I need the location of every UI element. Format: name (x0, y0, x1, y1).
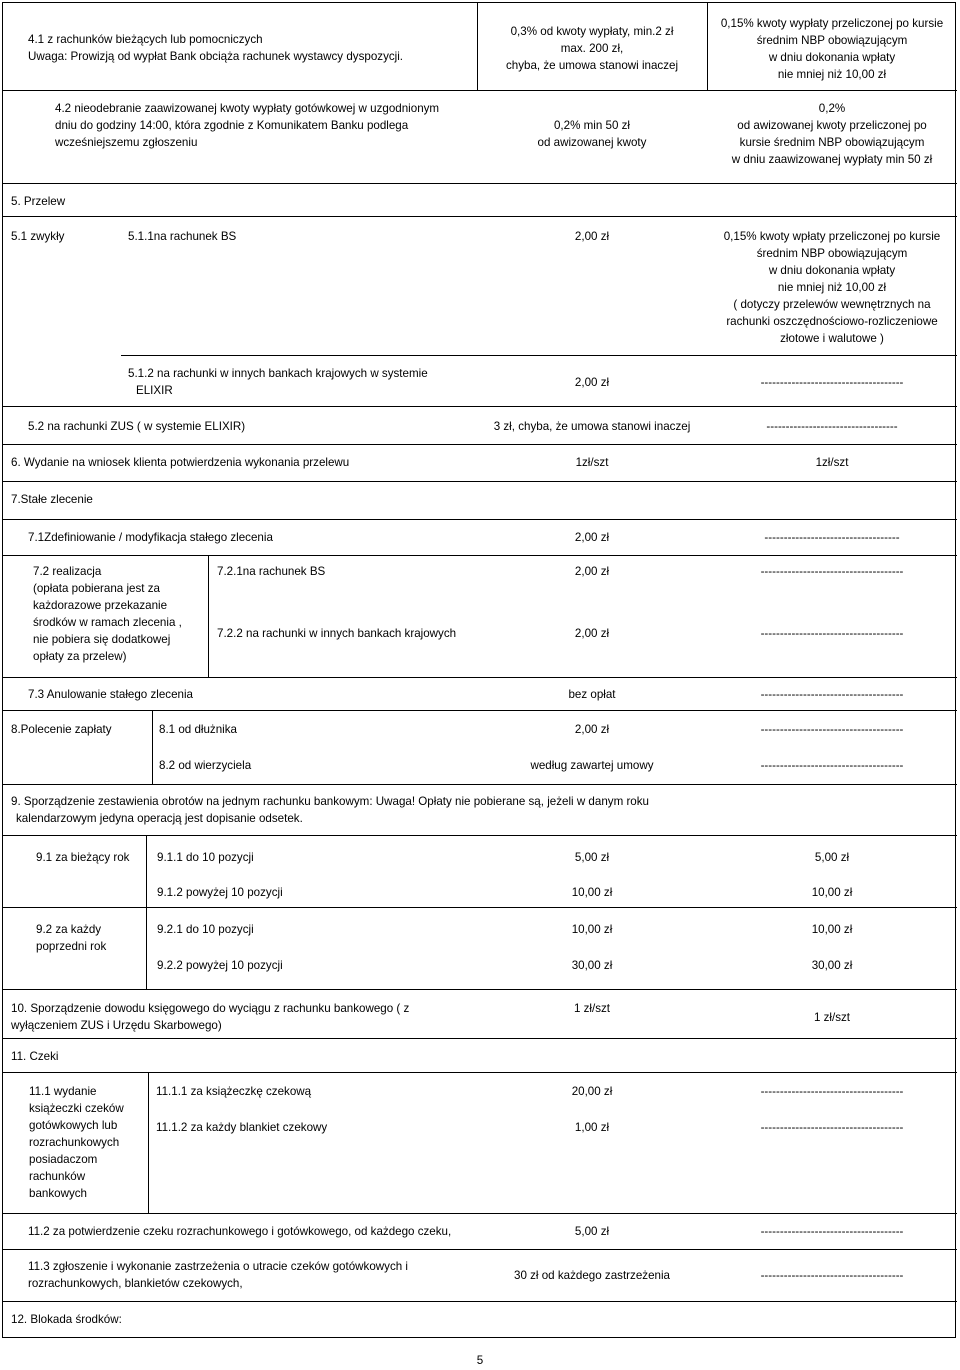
row-7-2-1-label: 7.2.1na rachunek BS (217, 565, 326, 578)
row-4-1-note: Uwaga: Prowizją od wypłat Bank obciąża rachunek wystawcy dyspozycji. (28, 50, 404, 63)
row-7-2-2-right: ------------------------------------- (760, 627, 904, 640)
row-4-2-right-1: 0,2% (818, 102, 846, 115)
row-5-1-1-mid: 2,00 zł (574, 230, 610, 243)
row-9-1-2-mid: 10,00 zł (571, 886, 613, 899)
row-7-2-2-label: 7.2.2 na rachunki w innych bankach krajowych (217, 627, 457, 640)
row-10-label-2: wyłączeniem ZUS i Urzędu Skarbowego) (11, 1019, 222, 1032)
row-11-2-label: 11.2 za potwierdzenie czeku rozrachunkowego i gotówkowego, od każdego czeku, (28, 1225, 452, 1238)
row-7-1-mid: 2,00 zł (574, 531, 610, 544)
section-11-header (3, 1038, 957, 1072)
row-11-2 (3, 1213, 957, 1249)
fee-table (2, 2, 956, 1338)
row-4-1-mid-2: max. 200 zł, (560, 42, 624, 55)
row-11-1-2-right: ------------------------------------- (760, 1121, 904, 1134)
row-4-2-mid-2: od awizowanej kwoty (537, 136, 647, 149)
row-5-1-1-right-6: rachunki oszczędnościowo-rozliczeniowe (726, 315, 938, 328)
section-5-header (3, 183, 957, 216)
row-5-2-mid: 3 zł, chyba, że umowa stanowi inaczej (493, 420, 691, 433)
row-4-2-left-1: 4.2 nieodebranie zaawizowanej kwoty wypłaty gotówkowej w uzgodnionym (55, 102, 440, 115)
row-7-3-label: 7.3 Anulowanie stałego zlecenia (28, 688, 194, 701)
row-11-1-1-right: ------------------------------------- (760, 1085, 904, 1098)
row-7-1 (3, 519, 957, 555)
row-9-2-2-label: 9.2.2 powyżej 10 pozycji (157, 959, 283, 972)
row-9-2-2-right: 30,00 zł (811, 959, 853, 972)
row-7-2-left-1: 7.2 realizacja (33, 565, 102, 578)
row-9-2-label-2: poprzedni rok (36, 940, 107, 953)
row-11-1-2-label: 11.1.2 za każdy blankiet czekowy (156, 1121, 328, 1134)
row-5-1-1-right-3: w dniu dokonania wpłaty (768, 264, 896, 277)
section-12-title: 12. Blokada środków: (11, 1313, 122, 1326)
row-5-1-1-label: 5.1.1na rachunek BS (128, 230, 237, 243)
row-4-1-right-1: 0,15% kwoty wypłaty przeliczonej po kursie (720, 17, 944, 30)
row-11-1-1-mid: 20,00 zł (571, 1085, 613, 1098)
row-6-mid: 1zł/szt (575, 456, 609, 469)
row-4-1-right-3: w dniu dokonania wpłaty (768, 51, 896, 64)
row-8-label: 8.Polecenie zapłaty (11, 723, 112, 736)
row-5-1-1-right-1: 0,15% kwoty wpłaty przeliczonej po kursie (723, 230, 941, 243)
row-5-1-1-right-2: średnim NBP obowiązującym (756, 247, 908, 260)
row-8-1-mid: 2,00 zł (574, 723, 610, 736)
row-8-2-mid: według zawartej umowy (530, 759, 654, 772)
row-11-1-1-label: 11.1.1 za książeczkę czekową (156, 1085, 312, 1098)
row-6-right: 1zł/szt (815, 456, 849, 469)
row-11-2-mid: 5,00 zł (574, 1225, 610, 1238)
row-11-1 (3, 1072, 957, 1213)
section-7-title: 7.Stałe zlecenie (11, 493, 93, 506)
row-9-1-label: 9.1 za bieżący rok (36, 851, 130, 864)
row-7-2-left-4: środków w ramach zlecenia , (33, 616, 182, 629)
row-7-2-2-mid: 2,00 zł (574, 627, 610, 640)
row-8-1-right: ------------------------------------- (760, 723, 904, 736)
row-4-1-mid-3: chyba, że umowa stanowi inaczej (505, 59, 679, 72)
row-7-2-1-mid: 2,00 zł (574, 565, 610, 578)
section-12-header (3, 1301, 957, 1337)
row-7-2-left-5: nie pobiera się dodatkowej (33, 633, 171, 646)
section-5-title: 5. Przelew (11, 195, 66, 208)
row-4-1 (3, 3, 957, 90)
row-11-1-left-6: rachunków (29, 1170, 86, 1183)
row-7-1-right: ----------------------------------- (764, 531, 900, 544)
row-9-1-2-right: 10,00 zł (811, 886, 853, 899)
row-9-2-label-1: 9.2 za każdy (36, 923, 102, 936)
row-6-label: 6. Wydanie na wniosek klienta potwierdzenia wykonania przelewu (11, 456, 350, 469)
row-9-1-1-label: 9.1.1 do 10 pozycji (157, 851, 254, 864)
row-4-2-left-3: wcześniejszemu zgłoszeniu (55, 136, 198, 149)
row-11-1-left-2: książeczki czeków (29, 1102, 124, 1115)
row-7-2-1-right: ------------------------------------- (760, 565, 904, 578)
row-5-1-1-right-4: nie mniej niż 10,00 zł (777, 281, 887, 294)
row-11-3-mid: 30 zł od każdego zastrzeżenia (514, 1269, 670, 1282)
row-11-1-2-mid: 1,00 zł (574, 1121, 610, 1134)
row-4-2-right-2: od awizowanej kwoty przeliczonej po (737, 119, 927, 132)
row-11-3-label-1: 11.3 zgłoszenie i wykonanie zastrzeżenia o utracie czeków gotówkowych i (28, 1260, 408, 1273)
row-9-1-1-mid: 5,00 zł (574, 851, 610, 864)
row-11-1-left-5: posiadaczom (29, 1153, 98, 1166)
row-7-3-right: ------------------------------------- (760, 688, 904, 701)
row-7-2 (3, 555, 957, 677)
row-9-2-1-mid: 10,00 zł (571, 923, 613, 936)
section-7-header (3, 481, 957, 519)
row-4-1-right-4: nie mniej niż 10,00 zł (777, 68, 887, 81)
row-4-1-title: 4.1 z rachunków bieżących lub pomocniczych (28, 33, 263, 46)
row-10-mid: 1 zł/szt (573, 1002, 611, 1015)
row-9-2 (3, 907, 957, 989)
row-8-2-label: 8.2 od wierzyciela (159, 759, 252, 772)
row-4-1-mid-1: 0,3% od kwoty wypłaty, min.2 zł (510, 25, 674, 38)
row-8-2-right: ------------------------------------- (760, 759, 904, 772)
row-4-1-right-2: średnim NBP obowiązującym (756, 34, 908, 47)
row-8 (3, 710, 957, 784)
row-9-1-1-right: 5,00 zł (814, 851, 850, 864)
row-7-3-mid: bez opłat (568, 688, 616, 701)
row-10 (3, 989, 957, 1038)
row-9-2-1-right: 10,00 zł (811, 923, 853, 936)
section-9-title-2: kalendarzowym jedyna operacją jest dopisanie odsetek. (16, 812, 303, 825)
row-7-3 (3, 677, 957, 710)
row-7-2-left-3: każdorazowe przekazanie (33, 599, 168, 612)
row-7-2-left-2: (opłata pobierana jest za (33, 582, 160, 595)
row-8-1-label: 8.1 od dłużnika (159, 723, 237, 736)
row-7-2-left-6: opłaty za przelew) (33, 650, 127, 663)
row-5-1-2-mid: 2,00 zł (574, 376, 610, 389)
row-11-1-left-3: gotówkowych lub (29, 1119, 118, 1132)
row-5-1-1-right-5: ( dotyczy przelewów wewnętrznych na (733, 298, 931, 311)
row-5-1-1-right-7: złotowe i walutowe ) (780, 332, 884, 345)
row-5-1-label: 5.1 zwykły (11, 230, 65, 243)
row-5-2-right: ---------------------------------- (766, 420, 898, 433)
row-5-1-2-right: ------------------------------------- (760, 376, 904, 389)
row-6 (3, 444, 957, 481)
row-5-2-label: 5.2 na rachunki ZUS ( w systemie ELIXIR) (28, 420, 246, 433)
row-9-1 (3, 835, 957, 907)
row-4-2-mid-1: 0,2% min 50 zł (553, 119, 631, 132)
row-9-1-2-label: 9.1.2 powyżej 10 pozycji (157, 886, 283, 899)
row-11-2-right: ------------------------------------- (760, 1225, 904, 1238)
row-4-2-left-2: dniu do godziny 14:00, która zgodnie z Komunikatem Banku podlega (55, 119, 409, 132)
section-9-header (3, 784, 957, 835)
row-5-2 (3, 406, 957, 444)
section-11-title: 11. Czeki (11, 1050, 59, 1063)
row-10-label-1: 10. Sporządzenie dowodu księgowego do wyciągu z rachunku bankowego ( z (11, 1002, 410, 1015)
row-5-1-2-label-1: 5.1.2 na rachunki w innych bankach krajowych w systemie (128, 367, 428, 380)
row-7-1-label: 7.1Zdefiniowanie / modyfikacja stałego zlecenia (28, 531, 273, 544)
row-9-2-1-label: 9.2.1 do 10 pozycji (157, 923, 254, 936)
row-5-1-2-label-2: ELIXIR (136, 384, 173, 397)
row-4-2-right-3: kursie średnim NBP obowiązującym (739, 136, 925, 149)
row-11-3-right: ------------------------------------- (760, 1269, 904, 1282)
row-11-3-label-2: rozrachunkowych, blankietów czekowych, (28, 1277, 243, 1290)
row-5-1 (3, 216, 957, 406)
row-11-1-left-7: bankowych (29, 1187, 88, 1200)
row-4-2 (3, 90, 957, 183)
row-11-1-left-4: rozrachunkowych (29, 1136, 120, 1149)
page-number: 5 (476, 1354, 484, 1367)
row-11-3 (3, 1249, 957, 1301)
row-10-right: 1 zł/szt (813, 1011, 851, 1024)
row-9-2-2-mid: 30,00 zł (571, 959, 613, 972)
section-9-title-1: 9. Sporządzenie zestawienia obrotów na jednym rachunku bankowym: Uwaga! Opłaty nie pobierane są, jeżeli w danym roku (11, 795, 650, 808)
row-11-1-left-1: 11.1 wydanie (29, 1085, 97, 1098)
row-4-2-right-4: w dniu zaawizowanej wypłaty min 50 zł (731, 153, 933, 166)
